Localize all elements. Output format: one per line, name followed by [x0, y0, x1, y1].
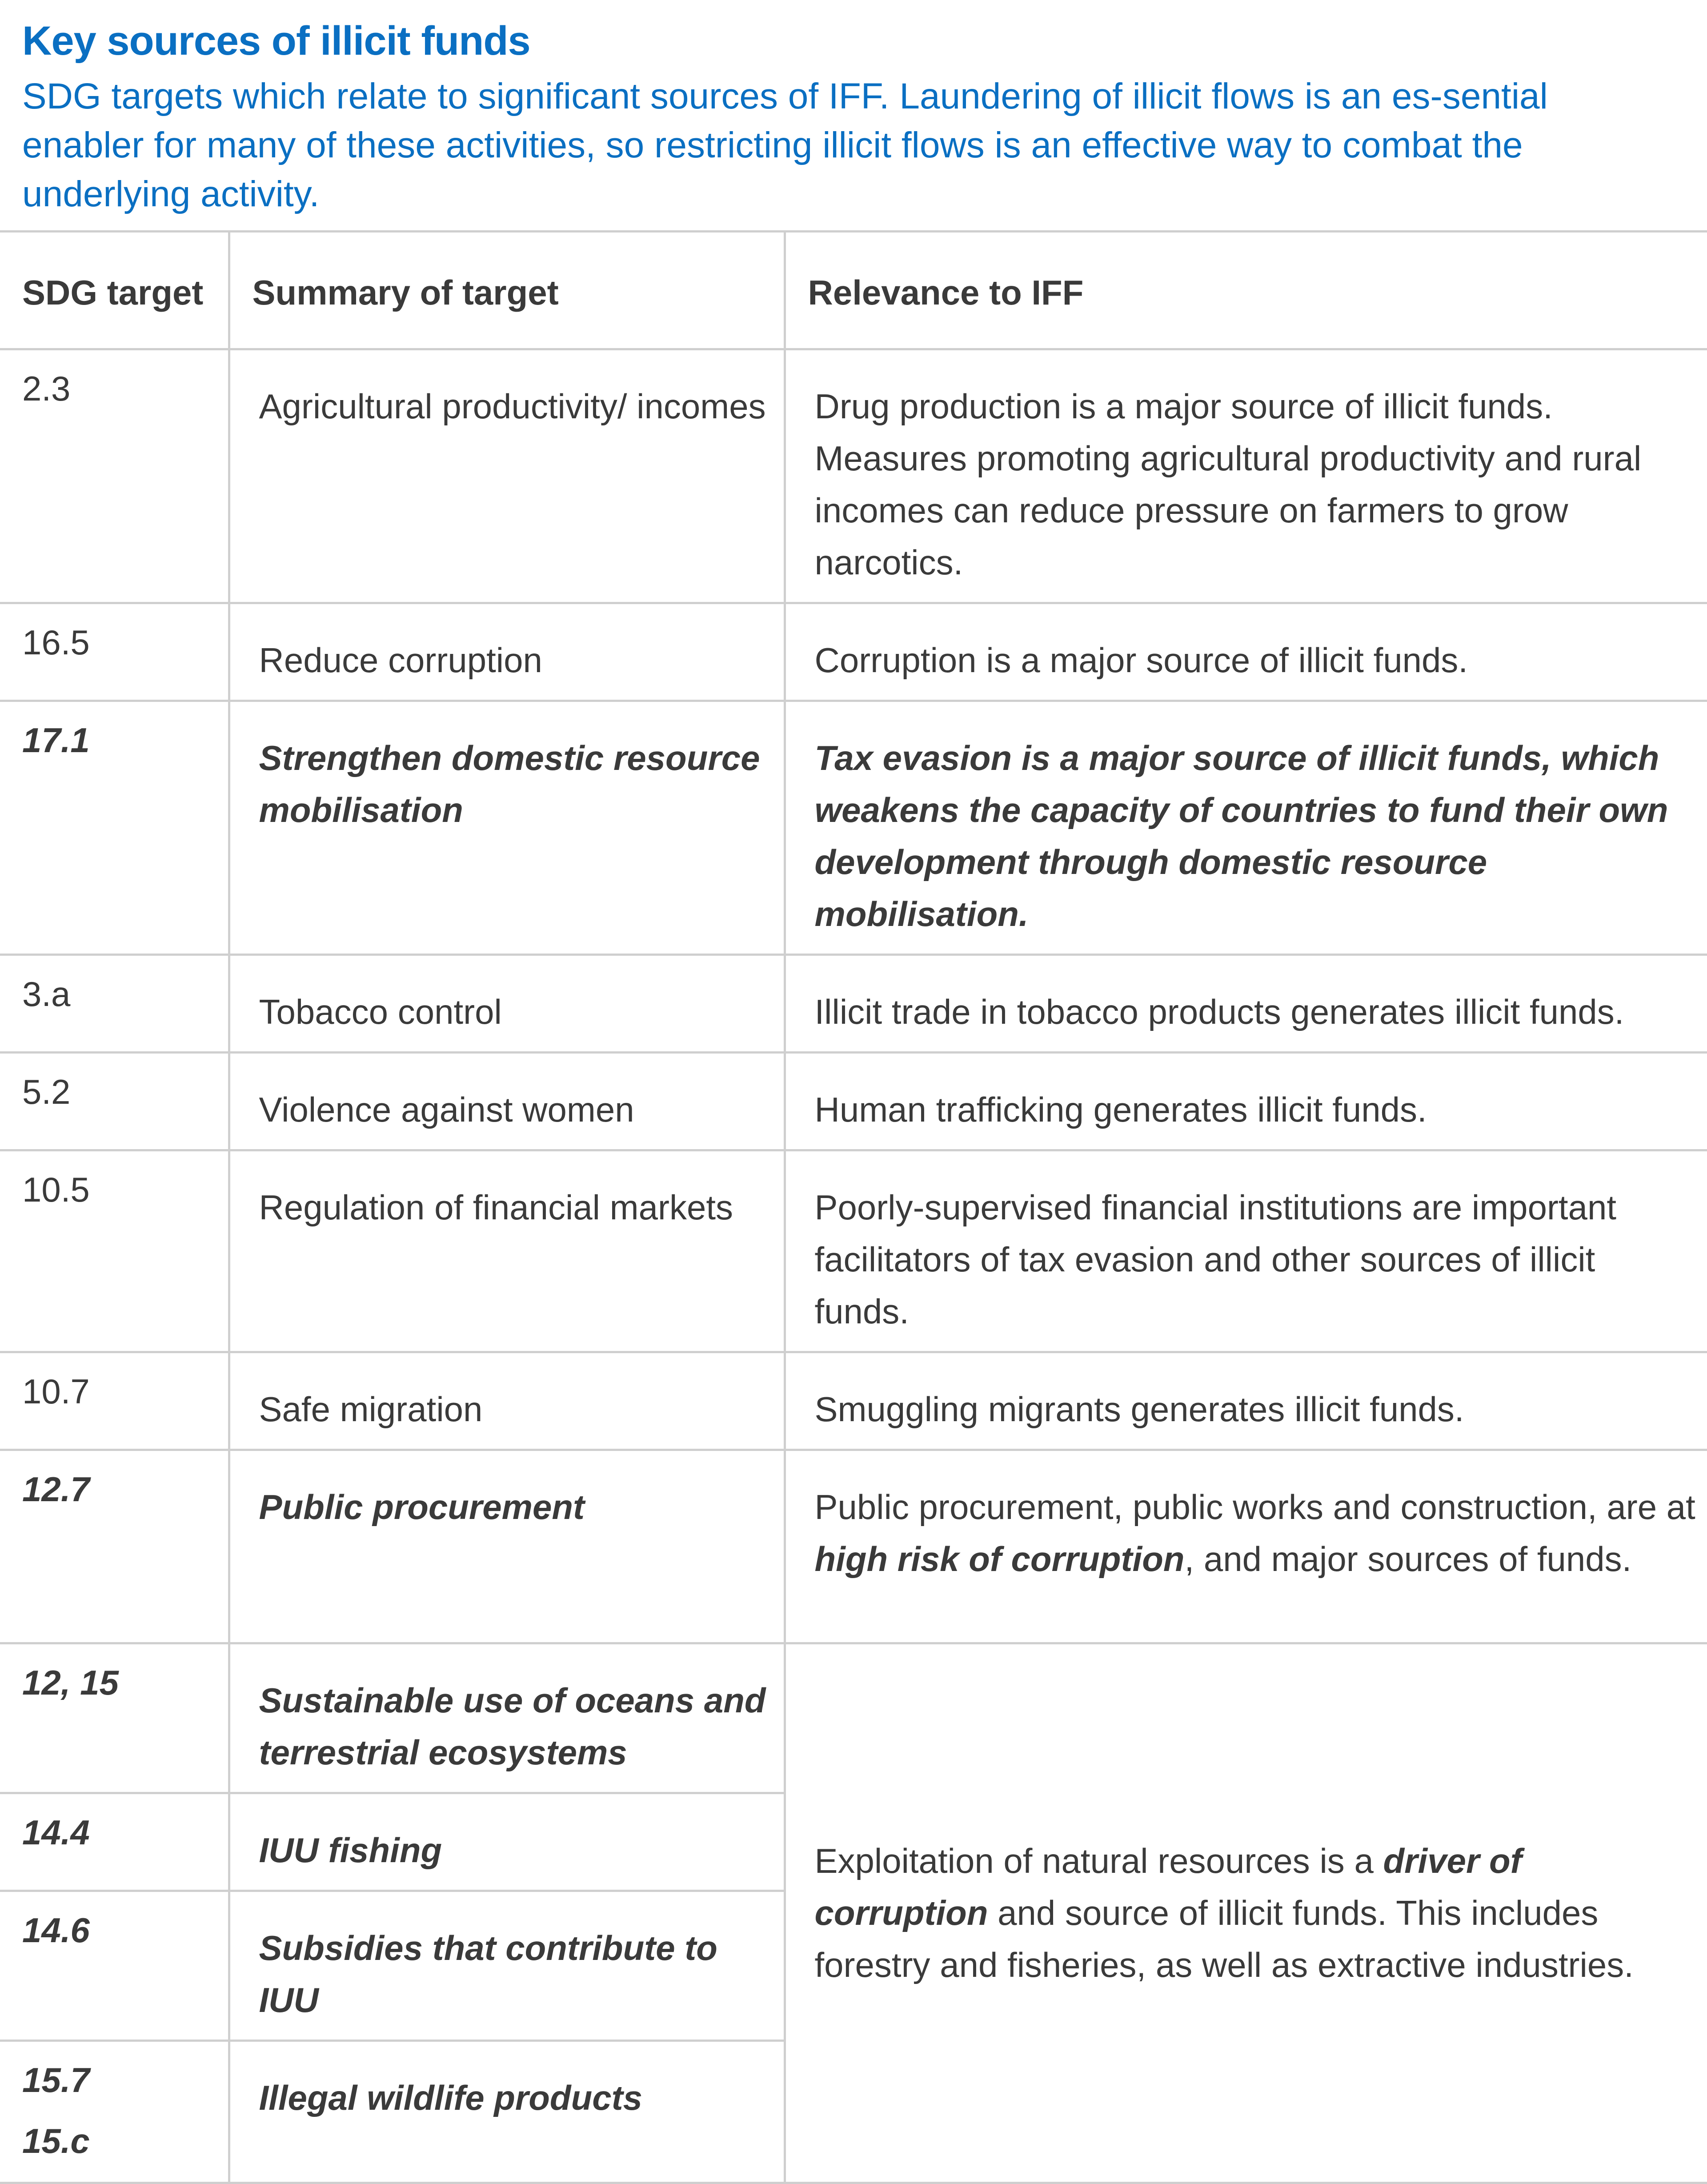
relevance-text: Public procurement, public works and construction, are at [814, 1487, 1695, 1527]
sdg-targets-table [0, 230, 1707, 2184]
cell-summary: IUU fishing [229, 1793, 785, 1891]
target-line: 15.7 [22, 2060, 90, 2100]
table-row [0, 1352, 1707, 1450]
page-subtitle: SDG targets which relate to significant sources of IFF. Laundering of illicit flows is an es-sential enabler for many of these activities, so restricting illicit flows is an effective way to combat the underlying activity. [22, 76, 1548, 214]
cell-target: 2.3 [0, 349, 229, 603]
header-sdg-target: SDG target [0, 232, 229, 349]
target-line: 15.c [22, 2121, 90, 2160]
cell-relevance: Human trafficking generates illicit funds. [785, 1053, 1707, 1150]
cell-relevance-merged [785, 1643, 1707, 2183]
table-row [0, 701, 1707, 955]
cell-summary: Regulation of financial markets [229, 1150, 785, 1352]
header-summary: Summary of target [229, 232, 785, 349]
cell-target: 10.7 [0, 1352, 229, 1450]
table-row [0, 349, 1707, 603]
cell-target: 17.1 [0, 701, 229, 955]
table-row [0, 1150, 1707, 1352]
relevance-emphasis: high risk of corruption [814, 1539, 1185, 1579]
cell-relevance: Drug production is a major source of illicit funds. Measures promoting agricultural productivity and rural incomes can reduce pressure on farmers to grow narcotics. [785, 349, 1707, 603]
cell-target: 10.5 [0, 1150, 229, 1352]
cell-summary: Safe migration [229, 1352, 785, 1450]
header-relevance: Relevance to IFF [785, 232, 1707, 349]
cell-target: 12, 15 [0, 1643, 229, 1793]
cell-target: 14.4 [0, 1793, 229, 1891]
table-row [0, 603, 1707, 701]
cell-summary: Agricultural productivity/ incomes [229, 349, 785, 603]
cell-relevance: Tax evasion is a major source of illicit funds, which weakens the capacity of countries to fund their own development through domestic resource mobilisation. [785, 701, 1707, 955]
cell-relevance: Corruption is a major source of illicit funds. [785, 603, 1707, 701]
cell-relevance: Smuggling migrants generates illicit funds. [785, 1352, 1707, 1450]
cell-summary: Illegal wildlife products [229, 2041, 785, 2183]
cell-summary: Violence against women [229, 1053, 785, 1150]
cell-relevance: Poorly-supervised financial institutions are important facilitators of tax evasion and other sources of illicit funds. [785, 1150, 1707, 1352]
cell-target: 12.7 [0, 1450, 229, 1643]
cell-summary: Strengthen domestic resource mobilisation [229, 701, 785, 955]
cell-summary: Tobacco control [229, 955, 785, 1053]
cell-relevance: Illicit trade in tobacco products generates illicit funds. [785, 955, 1707, 1053]
cell-summary: Reduce corruption [229, 603, 785, 701]
cell-summary: Public procurement [229, 1450, 785, 1643]
relevance-emphasis: driver of corruption [814, 1841, 1522, 1932]
relevance-text: and source of illicit funds. This includes forestry and fisheries, as well as extractive industries. [814, 1893, 1634, 1984]
table-row [0, 1643, 1707, 1793]
cell-summary: Sustainable use of oceans and terrestrial ecosystems [229, 1643, 785, 1793]
table-row [0, 955, 1707, 1053]
cell-target [0, 2041, 229, 2183]
cell-target: 16.5 [0, 603, 229, 701]
cell-relevance [785, 1450, 1707, 1643]
cell-summary: Subsidies that contribute to IUU [229, 1891, 785, 2041]
page-title: Key sources of illicit funds [22, 18, 530, 64]
relevance-text: Exploitation of natural resources is a [814, 1841, 1383, 1880]
table-row [0, 1053, 1707, 1150]
relevance-text: , and major sources of funds. [1184, 1539, 1632, 1579]
cell-target: 5.2 [0, 1053, 229, 1150]
table-header-row [0, 232, 1707, 349]
cell-target: 14.6 [0, 1891, 229, 2041]
table-row [0, 1450, 1707, 1643]
cell-target: 3.a [0, 955, 229, 1053]
